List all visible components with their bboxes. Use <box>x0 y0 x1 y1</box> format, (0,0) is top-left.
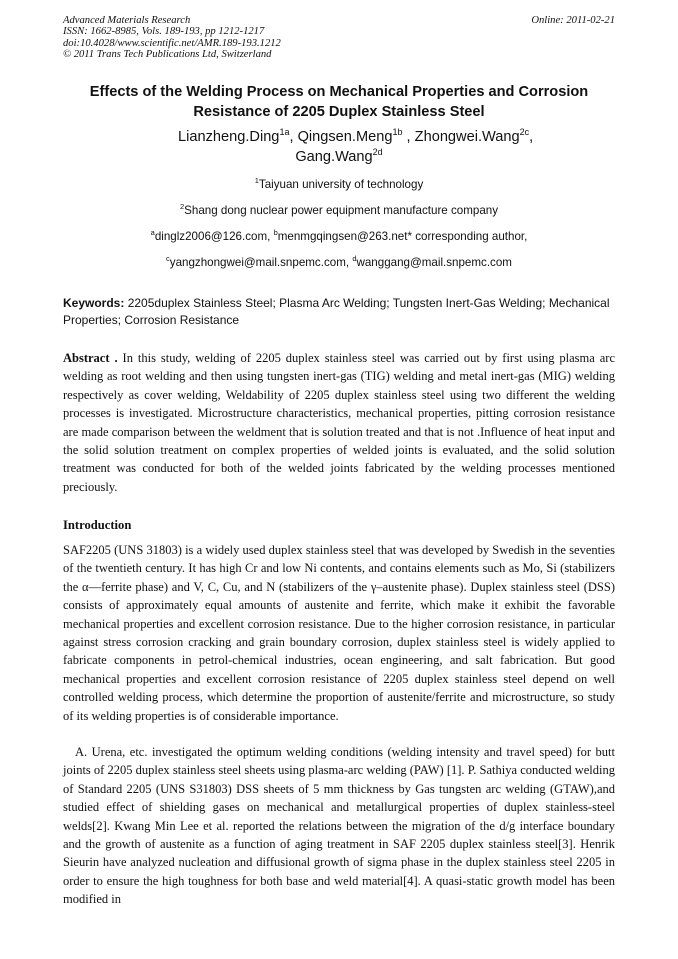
author-line-1 <box>60 127 618 147</box>
author-name: Gang.Wang <box>295 149 373 165</box>
keywords <box>63 295 615 329</box>
author-sup: 2c <box>519 127 530 137</box>
author-name: Lianzheng.Ding <box>178 129 280 145</box>
keywords-label: Keywords: <box>63 296 125 310</box>
online-date: Online: 2011-02-21 <box>531 15 615 26</box>
affiliation-sup: 1 <box>254 176 259 185</box>
author-name: Zhongwei.Wang <box>414 129 520 145</box>
title-line-2: Resistance of 2205 Duplex Stainless Steel <box>193 104 485 120</box>
title-line-1: Effects of the Welding Process on Mechanical Properties and Corrosion <box>89 84 589 100</box>
author-list <box>60 127 618 167</box>
author-sup: 1b <box>392 127 403 137</box>
email-sup: c <box>166 254 170 263</box>
paper-title <box>40 82 638 122</box>
journal-doi: doi:10.4028/www.scientific.net/AMR.189-193.1212 <box>63 37 281 49</box>
affiliation-2 <box>40 204 638 218</box>
abstract-text: In this study, welding of 2205 duplex stainless steel was carried out by first using plasma arc welding as root welding and then using tungsten inert-gas (TIG) welding and metal inert-gas (MIG) welding respectively as cover welding, Weldability of 2205 duplex stainless steel using two different the welding processes is investigated. Microstructure characteristics, mechanical properties, pitting corrosion resistance are made comparison between the weldment that is solution treated and that is not .Influence of heat input and the solid solution treatment on complex properties of welded joints is evaluated, and the solid solution treatment was conducted for both of the welded joints fabricated by the welding processes mentioned preciously. <box>63 351 616 494</box>
email-text: yangzhongwei@mail.snpemc.com, <box>169 256 353 269</box>
author-sep: , <box>402 129 415 145</box>
intro-paragraph-2: A. Urena, etc. investigated the optimum welding conditions (welding intensity and travel speed) for butt joints of 2205 duplex stainless steel sheets using plasma-arc welding (PAW) [1]. P. Sathiya conducted welding of Standard 2205 (UNS S31803) DSS sheets of 5 mm thickness by Gas tungsten arc welding (GTAW),and studied effect of shielding gases on mechanical and metallurgical properties of duplex stainless-steel welds[2]. Kwang Min Lee et al. reported the relations between the migration of the d/g interface boundary and the growth of austenite as a function of aging treatment in SAF 2205 duplex stainless steel[3]. Henrik Sieurin have analyzed nucleation and diffusional growth of sigma phase in the duplex stainless steel 2205 in order to ensure the high toughness for both base and weld material[4]. A quasi-static growth model has been modified in <box>63 745 615 907</box>
journal-name: Advanced Materials Research <box>63 15 191 26</box>
abstract-label: Abstract . <box>63 351 118 365</box>
author-sup: 1a <box>279 127 290 137</box>
affiliation-sup: 2 <box>179 202 185 211</box>
affiliation-text: Taiyuan university of technology <box>258 178 424 191</box>
journal-header <box>63 15 615 61</box>
section-heading-introduction: Introduction <box>63 518 132 532</box>
keywords-text: 2205duplex Stainless Steel; Plasma Arc Welding; Tungsten Inert-Gas Welding; Mechanical Properties; Corrosion Resistance <box>63 296 610 327</box>
email-line-2 <box>40 256 638 270</box>
intro-paragraph-1: SAF2205 (UNS 31803) is a widely used duplex stainless steel that was developed by Swedish in the seventies of the twentieth century. It has high Cr and low Ni contents, and contains elements such as Mo, Si (stabilizers the α—ferrite phase) and V, C, Cu, and N (stabilizers of the γ–austenite phase). Duplex stainless steel (DSS) consists of approximately equal amounts of austenite and ferrite, which make it exhibit the favorable mechanical properties and excellent corrosion resistance. Due to the higher corrosion resistance, in particular against stress corrosion cracking and grain boundary corrosion, duplex stainless steel is widely applied to fabricate components in petrol-chemical industries, ocean engineering, and salt fabrication. But good mechanical properties and excellent corrosion resistance of 2205 duplex stainless steel depend on well controlled welding process, which determine the proportion of austenite/ferrite and microstructure, so study of its welding properties is of considerable importance. <box>63 543 615 723</box>
author-sep: , <box>529 129 534 145</box>
email-sup: b <box>273 228 278 237</box>
author-name: Qingsen.Meng <box>297 129 393 145</box>
affiliation-text: Shang dong nuclear power equipment manufacture company <box>184 204 499 217</box>
email-sup: d <box>352 254 357 263</box>
email-text: wanggang@mail.snpemc.com <box>356 256 512 269</box>
author-sup: 2d <box>372 147 383 157</box>
author-sep: , <box>289 129 298 145</box>
affiliation-1 <box>40 178 638 192</box>
email-text: dinglz2006@126.com, <box>154 230 274 243</box>
journal-issn: ISSN: 1662-8985, Vols. 189-193, pp 1212-1217 <box>63 26 265 38</box>
email-line-1 <box>40 230 638 244</box>
author-line-2 <box>60 147 618 167</box>
email-text: menmgqingsen@263.net* corresponding author, <box>277 230 528 243</box>
abstract <box>63 349 615 496</box>
journal-copyright: © 2011 Trans Tech Publications Ltd, Switzerland <box>63 49 272 61</box>
email-sup: a <box>150 228 155 237</box>
